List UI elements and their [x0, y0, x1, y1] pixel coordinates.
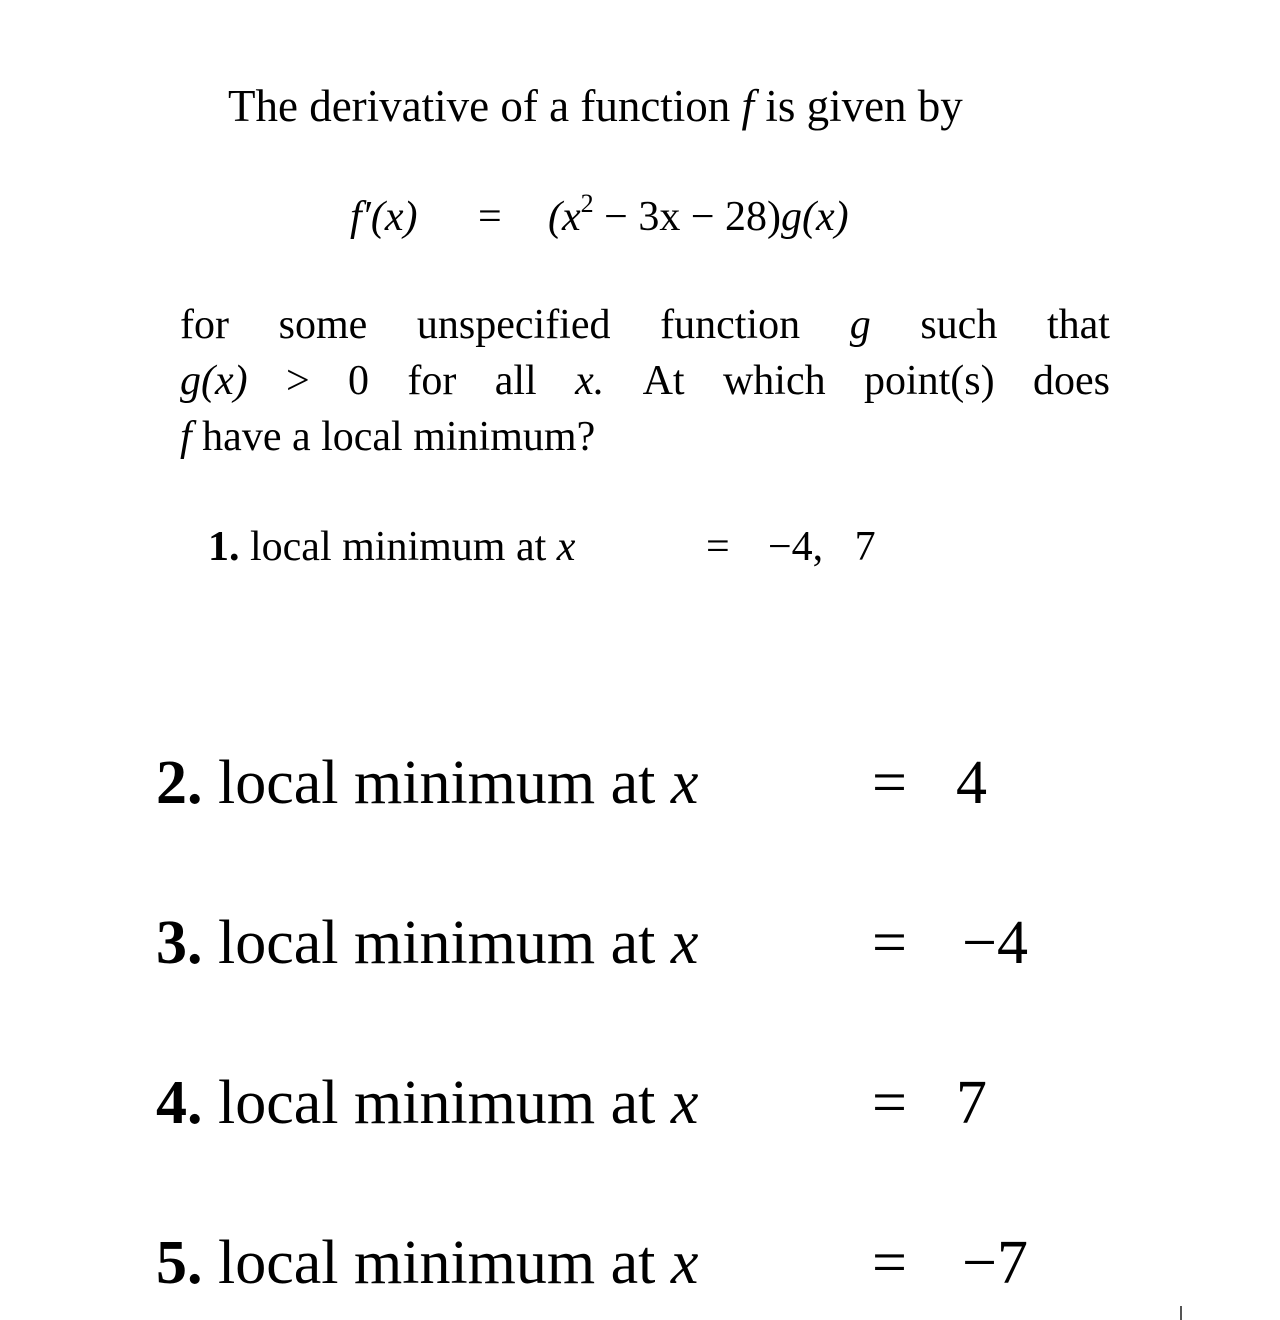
paragraph-line-3 — [180, 416, 595, 458]
page-edge-mark — [1180, 1306, 1182, 1320]
rhs-rest: − 3x − 28) — [593, 194, 781, 240]
choice-variable: x — [670, 909, 699, 977]
word-f: f — [180, 414, 192, 460]
choice-value: −4, 7 — [768, 524, 876, 570]
word: for — [180, 302, 229, 348]
word: unspecified — [416, 302, 611, 348]
choice-number: 5. — [156, 1229, 203, 1297]
choice-text: local minimum at — [218, 749, 671, 817]
word: such — [920, 302, 998, 348]
paragraph-line-1 — [180, 304, 1110, 346]
choice-number: 2. — [156, 749, 203, 817]
word-x: x. — [575, 358, 605, 404]
equation-equals: = — [478, 194, 502, 240]
question-intro — [228, 81, 963, 131]
intro-text-end: is given by — [754, 81, 963, 131]
word: that — [1046, 302, 1110, 348]
choice-equals: = — [872, 1229, 907, 1297]
answer-choice-3[interactable] — [156, 909, 1028, 977]
word: which — [722, 358, 826, 404]
word: point(s) — [863, 358, 995, 404]
choice-text: local minimum at — [250, 524, 557, 570]
choice-equals: = — [706, 524, 730, 570]
paragraph-line-2 — [180, 360, 1110, 402]
word-g: g — [849, 302, 871, 348]
choice-variable: x — [670, 1229, 699, 1297]
word-gx: g(x) — [180, 358, 248, 404]
choice-value: −7 — [962, 1229, 1028, 1297]
intro-text-start: The derivative of a function — [228, 81, 742, 131]
equation-rhs — [548, 189, 849, 240]
choice-number: 4. — [156, 1069, 203, 1137]
word: some — [278, 302, 368, 348]
word: 0 — [348, 358, 370, 404]
equation-lhs: f′(x) — [350, 194, 418, 240]
choice-equals: = — [872, 1069, 907, 1137]
word: function — [660, 302, 801, 348]
rhs-g: g(x) — [781, 194, 849, 240]
choice-number: 3. — [156, 909, 203, 977]
choice-variable: x — [556, 524, 576, 570]
choice-text: local minimum at — [218, 909, 671, 977]
choice-equals: = — [872, 749, 907, 817]
choice-text: local minimum at — [218, 1229, 671, 1297]
choice-value: 7 — [956, 1069, 987, 1137]
choice-equals: = — [872, 909, 907, 977]
paragraph-tail: have a local minimum? — [191, 414, 596, 460]
rhs-open: (x — [548, 194, 581, 240]
word: At — [642, 358, 685, 404]
answer-choice-1[interactable] — [208, 524, 876, 570]
answer-choice-2[interactable] — [156, 749, 987, 817]
choice-value: −4 — [962, 909, 1028, 977]
choice-variable: x — [670, 749, 699, 817]
rhs-exponent: 2 — [580, 189, 594, 218]
word: does — [1032, 358, 1110, 404]
answer-choice-5[interactable] — [156, 1229, 1028, 1297]
intro-function-symbol: f — [741, 81, 755, 131]
word: for — [407, 358, 457, 404]
choice-variable: x — [670, 1069, 699, 1137]
answer-choice-4[interactable] — [156, 1069, 987, 1137]
word: > — [285, 358, 310, 404]
choice-number: 1. — [208, 524, 240, 570]
choice-value: 4 — [956, 749, 987, 817]
word: all — [494, 358, 537, 404]
choice-text: local minimum at — [218, 1069, 671, 1137]
